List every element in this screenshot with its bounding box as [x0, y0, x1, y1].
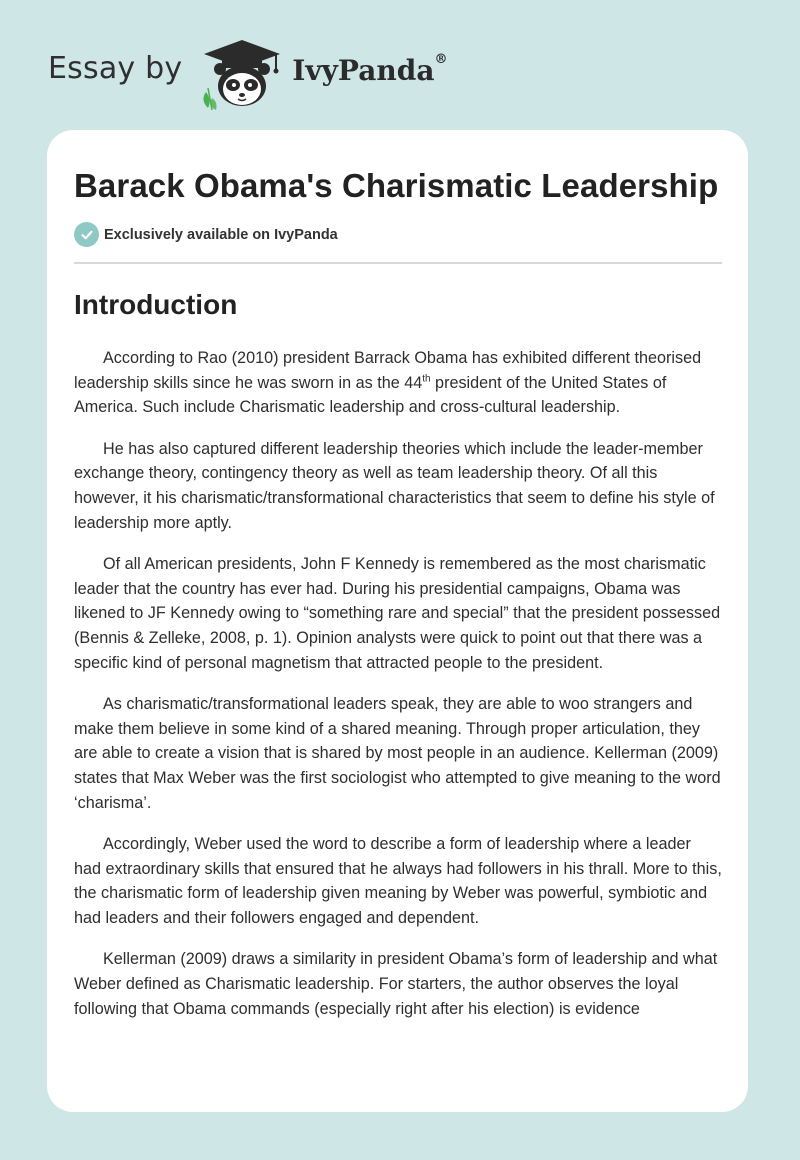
- exclusive-label: Exclusively available on IvyPanda: [104, 226, 338, 243]
- paragraph: Of all American presidents, John F Kennedy is remembered as the most charismatic leader that the country has ever had. During his presidential campaigns, Obama was likened to JF Kennedy owing to “something rare and special” that the president possessed (Bennis & Zelleke, 2008, p. 1). Opinion analysts were quick to point out that there was a specific kind of personal magnetism that attracted people to the president.: [74, 555, 721, 672]
- paragraph: Kellerman (2009) draws a similarity in president Obama’s form of leadership and what Weber defined as Charismatic leadership. For starters, the author observes the loyal following that Obama commands (especially right after his election) is evidence: [74, 950, 718, 1018]
- essay-title: Barack Obama's Charismatic Leadership: [74, 167, 719, 204]
- section-heading: Introduction: [74, 289, 238, 320]
- ivypanda-logo[interactable]: [198, 36, 447, 112]
- trademark-symbol: ®: [434, 51, 448, 67]
- site-header: [48, 34, 447, 114]
- paragraph: According to Rao (2010) president Barrack Obama has exhibited different theorised leadership skills since he was sworn in as the 44th president of the United States of America. Such include Charismatic leadership and cross-cultural leadership.: [74, 349, 702, 417]
- paragraph: As charismatic/transformational leaders speak, they are able to woo strangers and make them believe in some kind of a shared meaning. Through proper articulation, they are able to create a vision that is shared by most people in an audience. Kellerman (2009) states that Max Weber was the first sociologist who attempted to give meaning to the word ‘charisma’.: [74, 695, 721, 812]
- title-divider: [74, 262, 722, 264]
- paragraph: Accordingly, Weber used the word to describe a form of leadership where a leader had extraordinary skills that ensured that he always had followers in his thrall. More to this, the charismatic form of leadership given meaning by Weber was powerful, symbiotic and had leaders and their followers engaged and dependent.: [74, 835, 722, 927]
- essay-by-label: Essay by: [48, 50, 183, 86]
- brand-name: IvyPanda®: [292, 51, 448, 87]
- essay-card: [47, 130, 748, 1112]
- exclusive-badge: [74, 222, 722, 247]
- paragraph: He has also captured different leadership theories which include the leader-member exchange theory, contingency theory as well as team leadership theory. Of all this however, it his charismatic/transformational characteristics that seem to define his style of leadership more aptly.: [74, 439, 715, 532]
- check-circle-icon: [74, 222, 99, 247]
- essay-body: [74, 346, 722, 1021]
- panda-graduation-cap-icon: [198, 36, 286, 112]
